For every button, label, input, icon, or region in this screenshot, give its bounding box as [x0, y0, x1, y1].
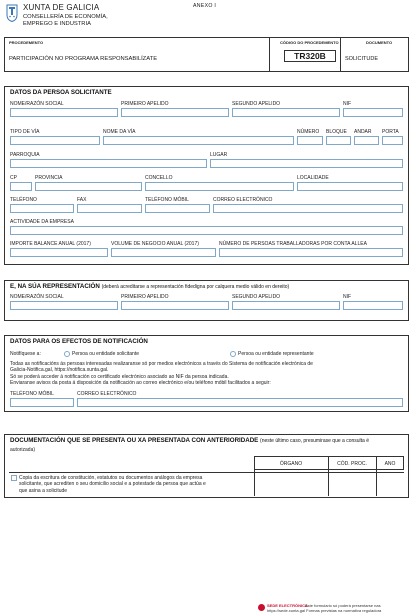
- applicant-nif-label: NIF: [343, 101, 352, 107]
- document-item-line1: Copia da escritura de constitución, estatutos ou documentos análogos da empresa: [19, 475, 203, 481]
- code-label: CÓDIGO DO PROCEDEMENTO: [280, 40, 339, 45]
- turnover-field[interactable]: [111, 248, 216, 257]
- road-type-label: TIPO DE VÍA: [10, 129, 40, 135]
- postcode-label: CP: [10, 175, 17, 181]
- applicant-nif-field[interactable]: [343, 108, 403, 117]
- floor-field[interactable]: [354, 136, 379, 145]
- sede-icon: [258, 604, 265, 611]
- balance-label: IMPORTE BALANCE ANUAL (2017): [10, 241, 91, 247]
- locality-label: LOCALIDADE: [297, 175, 329, 181]
- mobile-label: TELÉFONO MÓBIL: [145, 197, 189, 203]
- rep-name-label: NOME/RAZÓN SOCIAL: [10, 294, 64, 300]
- applicant-name-label: NOME/RAZÓN SOCIAL: [10, 101, 64, 107]
- notify-representative-label: Persoa ou entidade representante: [238, 351, 314, 357]
- applicant-surname1-field[interactable]: [121, 108, 229, 117]
- galicia-shield-icon: [6, 4, 18, 22]
- mobile-field[interactable]: [145, 204, 210, 213]
- notification-para1-line2: Galicia-Notifica.gal, https://notifica.xunta.gal.: [10, 367, 109, 374]
- col-organ-header: ÓRGANO: [279, 461, 303, 467]
- documents-section-title: [10, 437, 405, 445]
- council-label: CONCELLO: [145, 175, 173, 181]
- applicant-surname2-field[interactable]: [232, 108, 340, 117]
- parish-label: PARROQUIA: [10, 152, 40, 158]
- notification-para2: Só se poderá acceder á notificación co certificado electrónico asociado ao NIF da persoa indicada.: [10, 373, 229, 380]
- annex-label: ANEXO I: [193, 3, 217, 9]
- number-field[interactable]: [297, 136, 323, 145]
- rep-nif-label: NIF: [343, 294, 352, 300]
- workers-label: NÚMERO DE PERSOAS TRABALLADORAS POR CONTA ALLEA: [219, 241, 367, 247]
- applicant-name-field[interactable]: [10, 108, 118, 117]
- rep-surname1-label: PRIMEIRO APELIDO: [121, 294, 169, 300]
- road-type-field[interactable]: [10, 136, 100, 145]
- road-name-label: NOME DA VÍA: [103, 129, 136, 135]
- door-field[interactable]: [382, 136, 403, 145]
- notification-para1-line1: Todas as notificacións ás persoas interesadas realizaranse só por medios electrónicos a través do Sistema de notificación electrónica de: [10, 361, 313, 367]
- footer-line1: Este formulario só poderá presentarse nas: [305, 603, 381, 608]
- document-label: DOCUMENTO: [366, 40, 393, 45]
- rep-nif-field[interactable]: [343, 301, 403, 310]
- department-line-2: EMPREGO E INDUSTRIA: [23, 20, 91, 27]
- document-escritura-checkbox[interactable]: [11, 475, 17, 481]
- notif-email-field[interactable]: [77, 398, 403, 407]
- applicant-surname1-label: PRIMEIRO APELIDO: [121, 101, 169, 107]
- province-field[interactable]: [35, 182, 142, 191]
- department-name: [23, 14, 108, 27]
- place-field[interactable]: [210, 159, 403, 168]
- document-item-line3: que asina a solicitude: [19, 487, 68, 494]
- postcode-field[interactable]: [10, 182, 32, 191]
- road-name-field[interactable]: [103, 136, 294, 145]
- col-year-header: ANO: [384, 461, 396, 467]
- representative-title: E, NA SÚA REPRESENTACIÓN: [10, 283, 100, 290]
- floor-label: ANDAR: [354, 129, 372, 135]
- phone-field[interactable]: [10, 204, 74, 213]
- notification-para3: Enviaranse avisos da posta á disposición da notificación ao correo electrónico e/ou teléfono móbil facilitados a seguir:: [10, 380, 271, 387]
- block-label: BLOQUE: [326, 129, 347, 135]
- document-type: SOLICITUDE: [345, 56, 379, 62]
- activity-label: ACTIVIDADE DA EMPRESA: [10, 219, 74, 225]
- procedure-code: TR320B: [284, 50, 336, 62]
- notify-to-label: Notifíquese a:: [10, 351, 41, 357]
- document-item-line2: solicitante, que acrediten o seu domicilio social e a potestade da persoa que actúa e: [19, 481, 206, 488]
- workers-field[interactable]: [219, 248, 403, 257]
- turnover-label: VOLUME DE NEGOCIO ANUAL (2017): [111, 241, 199, 247]
- notif-mobile-field[interactable]: [10, 398, 74, 407]
- department-line-1: CONSELLERÍA DE ECONOMÍA,: [23, 14, 108, 20]
- email-label: CORREO ELECTRÓNICO: [213, 197, 273, 203]
- notif-email-label: CORREO ELECTRÓNICO: [77, 391, 137, 397]
- header-divider: [269, 37, 270, 72]
- door-label: PORTA: [382, 129, 399, 135]
- fax-label: FAX: [77, 197, 87, 203]
- representative-section-title: [10, 283, 289, 290]
- number-label: NÚMERO: [297, 129, 320, 135]
- procedure-header-box: [4, 37, 409, 72]
- row-divider: [9, 472, 404, 473]
- notification-info-text: [10, 361, 405, 387]
- procedure-name: PARTICIPACIÓN NO PROGRAMA RESPONSABILÍZATE: [9, 56, 158, 62]
- email-field[interactable]: [213, 204, 403, 213]
- col-code-header: CÓD. PROC.: [337, 461, 367, 467]
- document-escritura-label: [19, 475, 251, 494]
- notification-section-title: DATOS PARA OS EFECTOS DE NOTIFICACIÓN: [10, 338, 148, 345]
- documents-note-2: autorizada): [10, 447, 36, 453]
- rep-name-field[interactable]: [10, 301, 118, 310]
- footer-line2: https://sede.xunta.gal Formas previstas na normativa reguladora: [267, 608, 382, 613]
- block-field[interactable]: [326, 136, 351, 145]
- rep-surname2-label: SEGUNDO APELIDO: [232, 294, 281, 300]
- footer-brand: SEDE ELECTRÓNICA: [267, 603, 308, 608]
- phone-label: TELÉFONO: [10, 197, 37, 203]
- applicant-surname2-label: SEGUNDO APELIDO: [232, 101, 281, 107]
- province-label: PROVINCIA: [35, 175, 63, 181]
- activity-field[interactable]: [10, 226, 403, 235]
- council-field[interactable]: [145, 182, 294, 191]
- place-label: LUGAR: [210, 152, 228, 158]
- brand-name: XUNTA DE GALICIA: [23, 3, 100, 12]
- procedure-label: PROCEDEMENTO: [9, 40, 44, 45]
- documents-note-1: (neste último caso, presumirase que a consulta é: [260, 438, 369, 444]
- applicant-section-title: DATOS DA PERSOA SOLICITANTE: [10, 89, 112, 96]
- balance-field[interactable]: [10, 248, 108, 257]
- documents-title: DOCUMENTACIÓN QUE SE PRESENTA OU XA PRESENTADA CON ANTERIORIDADE: [10, 437, 259, 444]
- representative-note: (deberá acreditarse a representación fidedigna por calquera medio válido en dereito): [101, 284, 290, 290]
- notify-representative-radio[interactable]: [230, 351, 236, 357]
- rep-surname1-field[interactable]: [121, 301, 229, 310]
- parish-field[interactable]: [10, 159, 207, 168]
- fax-field[interactable]: [77, 204, 142, 213]
- notify-applicant-radio[interactable]: [64, 351, 70, 357]
- notify-applicant-label: Persoa ou entidade solicitante: [72, 351, 139, 357]
- notif-mobile-label: TELÉFONO MÓBIL: [10, 391, 54, 397]
- rep-surname2-field[interactable]: [232, 301, 340, 310]
- locality-field[interactable]: [297, 182, 403, 191]
- header-divider: [340, 37, 341, 72]
